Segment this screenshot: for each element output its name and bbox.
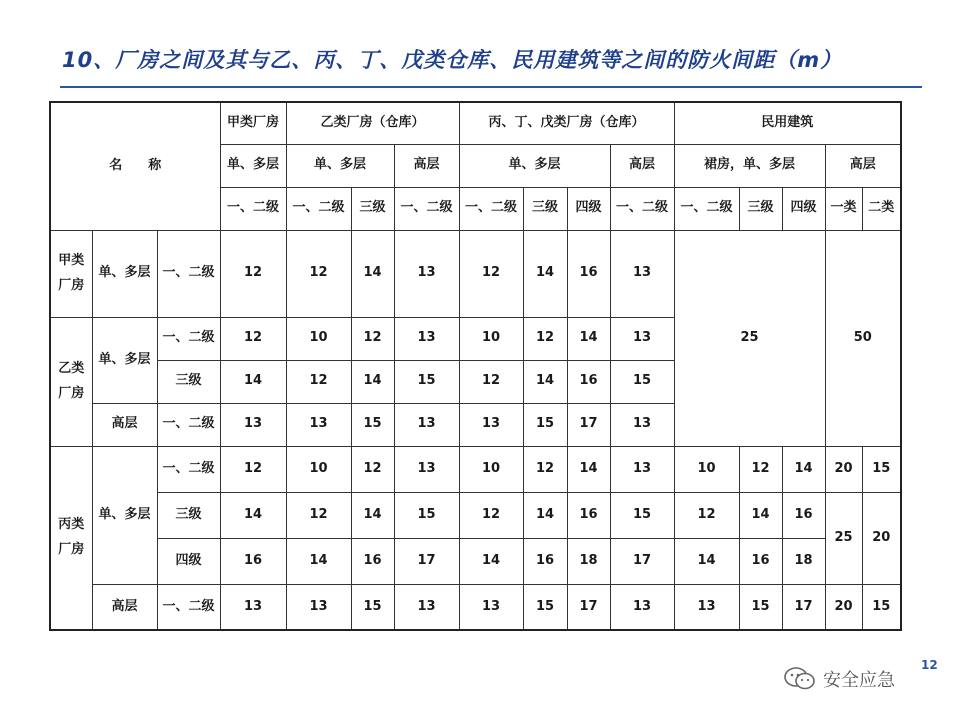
grade-cell: 一、二级 [610, 187, 674, 230]
row-jia [50, 230, 901, 317]
value-cell: 12 [220, 317, 286, 360]
value-cell: 16 [220, 538, 286, 584]
grade-cell: 一、二级 [286, 187, 351, 230]
value-cell: 17 [394, 538, 459, 584]
value-cell: 10 [459, 446, 523, 492]
wechat-icon [783, 666, 817, 692]
value-cell: 16 [567, 492, 610, 538]
row-bing-3 [50, 492, 901, 538]
value-cell: 14 [351, 360, 394, 403]
header-jia-dan: 单、多层 [220, 144, 286, 187]
value-cell: 12 [286, 360, 351, 403]
value-cell: 13 [394, 230, 459, 317]
header-bing-dan: 单、多层 [459, 144, 610, 187]
value-cell: 13 [394, 317, 459, 360]
value-cell: 14 [220, 492, 286, 538]
row-bing-gao [50, 584, 901, 630]
value-cell: 13 [610, 317, 674, 360]
value-cell: 12 [286, 230, 351, 317]
value-cell: 12 [220, 230, 286, 317]
header-yi-gao: 高层 [394, 144, 459, 187]
row-label-jia: 甲类 厂房 [50, 230, 92, 317]
value-cell: 14 [459, 538, 523, 584]
value-cell: 14 [567, 446, 610, 492]
value-cell: 13 [610, 403, 674, 446]
value-cell: 12 [523, 446, 567, 492]
value-cell: 13 [394, 584, 459, 630]
value-cell: 15 [351, 403, 394, 446]
merged-value-qunfang: 25 [674, 230, 825, 446]
value-cell: 15 [394, 360, 459, 403]
value-cell: 14 [351, 230, 394, 317]
value-cell: 13 [220, 584, 286, 630]
row-grade: 一、二级 [157, 584, 220, 630]
row-sub-gao: 高层 [92, 403, 157, 446]
value-cell: 17 [567, 403, 610, 446]
grade-cell: 三级 [523, 187, 567, 230]
header-yi: 乙类厂房（仓库） [286, 102, 459, 144]
value-cell: 14 [782, 446, 825, 492]
grade-cell: 四级 [567, 187, 610, 230]
value-cell: 16 [782, 492, 825, 538]
merged-value-gaoceng: 50 [825, 230, 901, 446]
value-cell: 14 [523, 230, 567, 317]
header-row-1 [50, 102, 901, 144]
row-sub-gao: 高层 [92, 584, 157, 630]
row-bing-12 [50, 446, 901, 492]
value-cell: 17 [610, 538, 674, 584]
merged-value-yilei: 25 [825, 492, 862, 584]
value-cell: 12 [351, 446, 394, 492]
value-cell: 10 [286, 317, 351, 360]
value-cell: 10 [286, 446, 351, 492]
page-title: 10、厂房之间及其与乙、丙、丁、戊类仓库、民用建筑等之间的防火间距（m） [62, 48, 843, 72]
value-cell: 13 [674, 584, 739, 630]
value-cell: 15 [523, 584, 567, 630]
value-cell: 10 [674, 446, 739, 492]
value-cell: 16 [351, 538, 394, 584]
fire-distance-table [49, 101, 902, 631]
class-cell: 二类 [862, 187, 901, 230]
grade-cell: 一、二级 [459, 187, 523, 230]
brand-name: 安全应急 [823, 670, 895, 691]
value-cell: 16 [567, 360, 610, 403]
header-min-gao: 高层 [825, 144, 901, 187]
brand-watermark [783, 666, 895, 692]
value-cell: 12 [523, 317, 567, 360]
value-cell: 15 [862, 446, 901, 492]
value-cell: 14 [523, 492, 567, 538]
value-cell: 18 [567, 538, 610, 584]
value-cell: 15 [610, 492, 674, 538]
value-cell: 13 [286, 584, 351, 630]
value-cell: 15 [862, 584, 901, 630]
value-cell: 14 [286, 538, 351, 584]
grade-cell: 三级 [739, 187, 782, 230]
value-cell: 17 [567, 584, 610, 630]
value-cell: 13 [394, 446, 459, 492]
value-cell: 12 [739, 446, 782, 492]
value-cell: 15 [394, 492, 459, 538]
value-cell: 13 [610, 584, 674, 630]
row-grade: 一、二级 [157, 403, 220, 446]
value-cell: 10 [459, 317, 523, 360]
value-cell: 13 [220, 403, 286, 446]
value-cell: 14 [567, 317, 610, 360]
value-cell: 16 [567, 230, 610, 317]
value-cell: 12 [459, 492, 523, 538]
value-cell: 20 [825, 446, 862, 492]
value-cell: 13 [459, 584, 523, 630]
grade-cell: 一、二级 [220, 187, 286, 230]
header-bing: 丙、丁、戊类厂房（仓库） [459, 102, 674, 144]
value-cell: 14 [351, 492, 394, 538]
value-cell: 12 [459, 230, 523, 317]
value-cell: 18 [782, 538, 825, 584]
value-cell: 17 [782, 584, 825, 630]
row-sub-dan: 单、多层 [92, 230, 157, 317]
header-bing-gao: 高层 [610, 144, 674, 187]
value-cell: 12 [351, 317, 394, 360]
value-cell: 16 [523, 538, 567, 584]
class-cell: 一类 [825, 187, 862, 230]
value-cell: 13 [459, 403, 523, 446]
value-cell: 15 [523, 403, 567, 446]
title-underline [60, 86, 922, 88]
value-cell: 14 [674, 538, 739, 584]
grade-cell: 三级 [351, 187, 394, 230]
header-jia: 甲类厂房 [220, 102, 286, 144]
value-cell: 15 [739, 584, 782, 630]
value-cell: 14 [220, 360, 286, 403]
page-number: 12 [921, 658, 938, 672]
value-cell: 13 [286, 403, 351, 446]
value-cell: 16 [739, 538, 782, 584]
value-cell: 13 [610, 446, 674, 492]
merged-value-erlei: 20 [862, 492, 901, 584]
header-min: 民用建筑 [674, 102, 901, 144]
grade-cell: 一、二级 [394, 187, 459, 230]
value-cell: 20 [825, 584, 862, 630]
value-cell: 14 [739, 492, 782, 538]
row-label-yi: 乙类 厂房 [50, 317, 92, 446]
row-bing-4 [50, 538, 901, 584]
grade-cell: 四级 [782, 187, 825, 230]
header-yi-dan: 单、多层 [286, 144, 394, 187]
row-grade: 三级 [157, 492, 220, 538]
value-cell: 12 [286, 492, 351, 538]
row-grade: 一、二级 [157, 446, 220, 492]
row-grade: 一、二级 [157, 317, 220, 360]
value-cell: 14 [523, 360, 567, 403]
value-cell: 13 [394, 403, 459, 446]
row-sub-dan: 单、多层 [92, 317, 157, 403]
header-min-qunfang: 裙房，单、多层 [674, 144, 825, 187]
value-cell: 12 [220, 446, 286, 492]
value-cell: 15 [351, 584, 394, 630]
row-grade: 四级 [157, 538, 220, 584]
row-grade: 一、二级 [157, 230, 220, 317]
value-cell: 13 [610, 230, 674, 317]
value-cell: 12 [674, 492, 739, 538]
value-cell: 15 [610, 360, 674, 403]
row-grade: 三级 [157, 360, 220, 403]
row-sub-dan: 单、多层 [92, 446, 157, 584]
value-cell: 12 [459, 360, 523, 403]
row-label-bing: 丙类 厂房 [50, 446, 92, 630]
grade-cell: 一、二级 [674, 187, 739, 230]
header-name-cell: 名 称 [50, 102, 220, 230]
